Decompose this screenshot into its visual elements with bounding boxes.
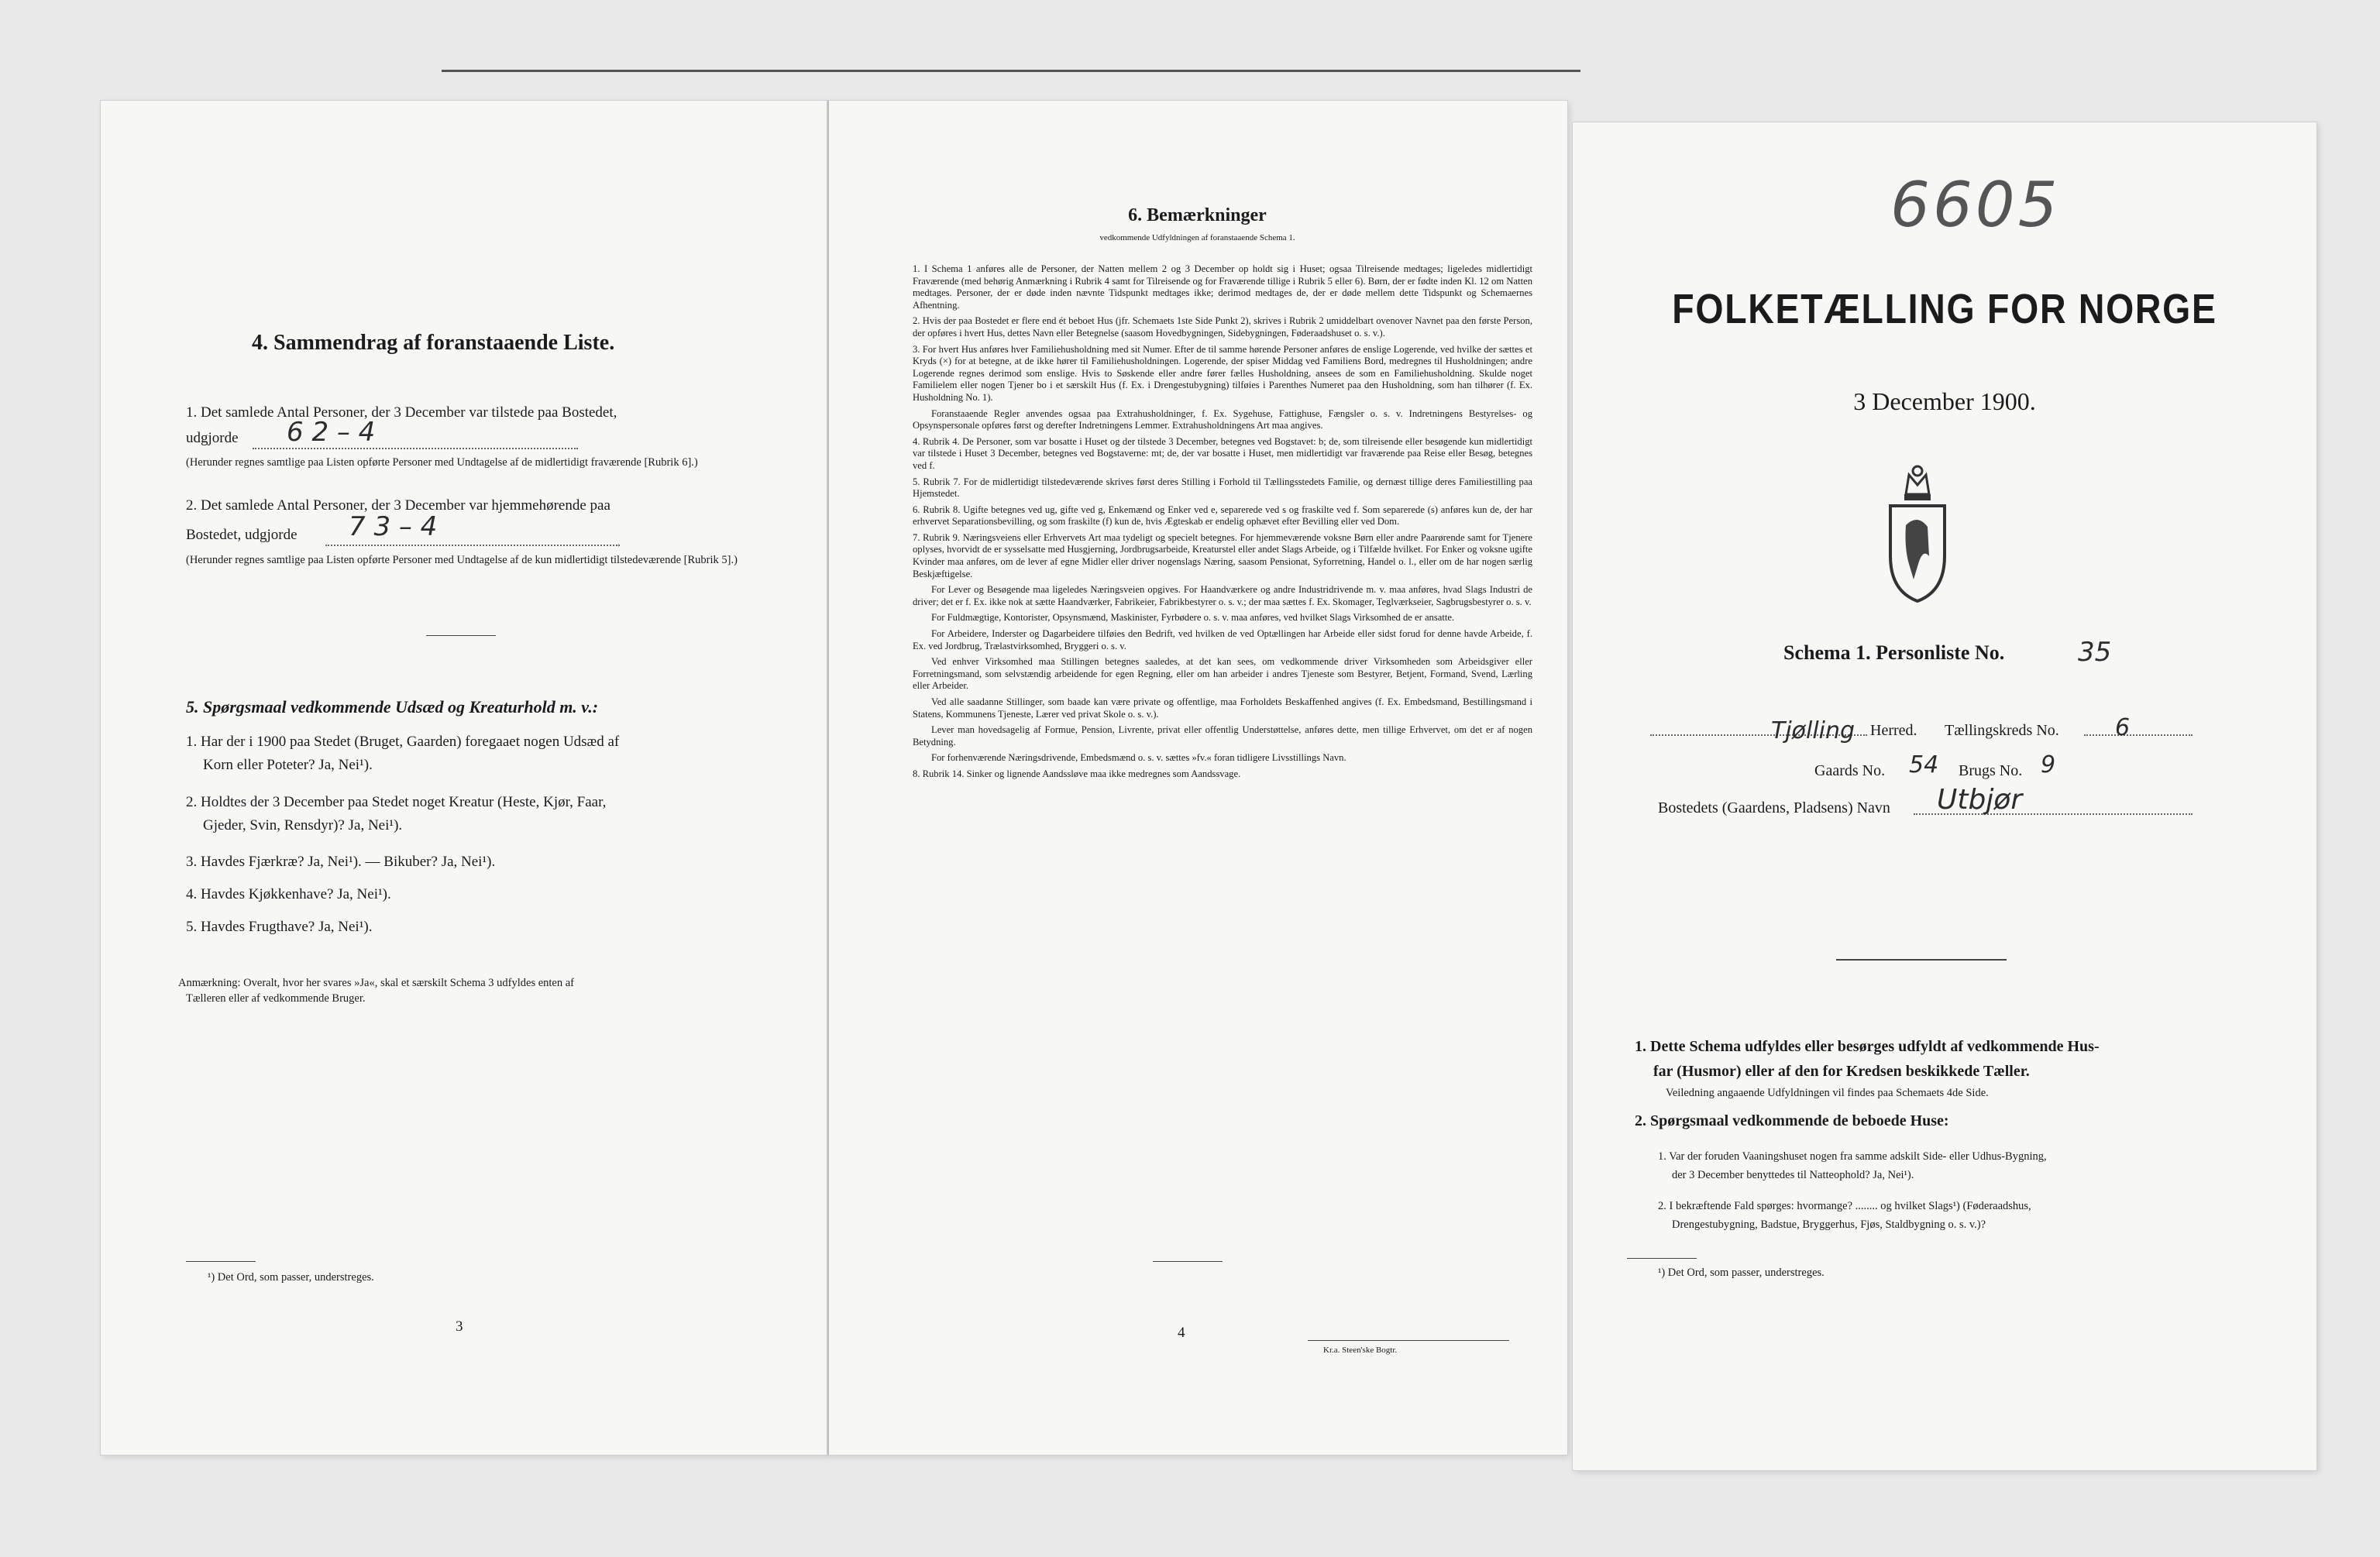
printer-imprint: Kr.a. Steen'ske Bogtr. [1323, 1346, 1398, 1355]
top-edge-line [442, 70, 1580, 72]
kreds-label: Tællingskreds No. [1945, 722, 2059, 739]
s5-q2-line2: Gjeder, Svin, Rensdyr)? Ja, Nei¹). [203, 817, 403, 833]
remark-item: Ved enhver Virksomhed maa Stillingen betegnes saaledes, at det kan sees, om vedkommende driver Virksomheden som Arbeidsgiver eller Forretningsmand, som selvstændig arbeidende for egen Regning, eller om han arbeider i andres Tjeneste som Bestyrer, Betjent, Formand, Svend, Lærling eller Arbeider. [913, 656, 1532, 692]
remark-item: 1. I Schema 1 anføres alle de Personer, der Natten mellem 2 og 3 December op holdt sig i Huset; ogsaa Tilreisende medtages; ligeledes midlertidigt Fraværende (med behørig Anmærkning i Rubrik 4 samt for Tilreisende og for Fraværende tillige i Rubrik 5 eller 6). Børn, der er fødte inden Kl. 12 om Natten medtages. Personer, der er døde inden nævnte Tidspunkt medtages ikke; derimod medtages de, der er døde mellem dette Tidspunkt og Schemaernes Afhentning. [913, 263, 1532, 311]
anmerkning-line2: Tælleren eller af vedkommende Bruger. [186, 992, 366, 1005]
bosted-value: Utbjør [1937, 784, 2023, 816]
q1-handwritten: 6 2 – 4 [287, 417, 376, 448]
instruction-2-q1-line1: 1. Var der foruden Vaaningshuset nogen fra samme adskilt Side- eller Udhus-Bygning, [1658, 1150, 2047, 1163]
anmerkning-line1: Anmærkning: Overalt, hvor her svares »Ja«, skal et særskilt Schema 3 udfyldes enten af [178, 977, 575, 989]
remark-item: 2. Hvis der paa Bostedet er flere end ét beboet Hus (jfr. Schemaets 1ste Side Punkt 2), skrives i Rubrik 2 umiddelbart ovenover Navnet paa den første Person, der opføres i hvert Hus, dettes Navn eller Betegnelse (saasom Hovedbygningen, Sidebygningen, Føderaadshuset o. s. v.). [913, 315, 1532, 339]
remark-item: 5. Rubrik 7. For de midlertidigt tilstedeværende skrives først deres Stilling i Forhold til Tællingsstedets Familie, og dernæst tillige deres Familiestilling paa Hjemstedet. [913, 476, 1532, 500]
footnote: ¹) Det Ord, som passer, understreges. [1658, 1267, 1825, 1279]
remarks-list [913, 263, 1532, 785]
instruction-1-line2: far (Husmor) eller af den for Kredsen beskikkede Tæller. [1653, 1063, 2030, 1080]
footnote: ¹) Det Ord, som passer, understreges. [208, 1271, 374, 1284]
s5-q3: 3. Havdes Fjærkræ? Ja, Nei¹). — Bikuber? Ja, Nei¹). [186, 854, 496, 870]
coat-of-arms-icon [1883, 463, 1952, 603]
brugs-label: Brugs No. [1959, 762, 2023, 779]
gaards-value: 54 [1909, 751, 1939, 778]
remark-item: 4. Rubrik 4. De Personer, som var bosatte i Huset og der tilstede 3 December, betegnes ved Bogstavet: b; de, som tilreisende eller besøgende kun midlertidigt var tilstede i Huset 3 December, betegnes ved Bogstaverne: mt; de, der var bosatte i Huset, men midlertidigt var fraværende paa Reise eller Besøg, betegnes ved f. [913, 435, 1532, 471]
section4-title: 4. Sammendrag af foranstaaende Liste. [252, 331, 615, 355]
brugs-value: 9 [2041, 751, 2056, 778]
instruction-2: 2. Spørgsmaal vedkommende de beboede Huse: [1635, 1112, 1949, 1129]
archive-number: 6605 [1890, 169, 2061, 241]
remark-item: For Lever og Besøgende maa ligeledes Næringsveien opgives. For Haandværkere og andre Industridrivende m. v. maa anføres, hvad Slags Industri de driver; det er f. Ex. ikke nok at sætte Haandværker, Fabrikeier, Fabrikbestyrer o. s. v.; der maa sættes f. Ex. Skomager, Teglværkseier, Sagbrugsbestyrer o. s. v. [913, 584, 1532, 607]
q1-note: (Herunder regnes samtlige paa Listen opførte Personer med Undtagelse af de midlertidigt fraværende [Rubrik 6].) [186, 456, 698, 469]
s5-q1-line2: Korn eller Poteter? Ja, Nei¹). [203, 757, 373, 773]
page-number: 4 [1178, 1325, 1185, 1341]
q1-answer-label: udgjorde [186, 430, 239, 446]
book-spine [827, 101, 829, 1455]
remark-item: 3. For hvert Hus anføres hver Familiehusholdning med sit Numer. Efter de til samme hørende Personer anføres de enslige Logerende, ved hvilke der sættes et Kryds (×) for at betegne, at de ikke hører til Familiehusholdningen. Logerende, der spiser Middag ved Familiens Bord, medregnes til Husholdningen; andre Logerende regnes derimod som enslige. Hvis to Søskende eller andre fører fælles Husholdning, ansees de som en Familiehusholdning. Skulde noget Familielem eller nogen Tjener bo i et særskilt Hus (f. Ex. i Drengestubygning) tilføies i Parenthes Numeret paa den Husholdning, som han tilhører (f. Ex. Husholdning No. 1). [913, 343, 1532, 403]
bosted-label: Bostedets (Gaardens, Pladsens) Navn [1658, 799, 1890, 816]
q1-text: 1. Det samlede Antal Personer, der 3 December var tilstede paa Bostedet, [186, 404, 617, 421]
s5-q1-line1: 1. Har der i 1900 paa Stedet (Bruget, Gaarden) foregaaet nogen Udsæd af [186, 734, 620, 750]
schema-number: 35 [2078, 637, 2112, 668]
left-page [101, 101, 827, 1455]
printer-rule [1308, 1340, 1509, 1341]
divider [426, 635, 496, 636]
gaards-label: Gaards No. [1814, 762, 1886, 779]
q2-answer-line [325, 545, 620, 546]
remark-item: For Arbeidere, Inderster og Dagarbeidere tilføies den Bedrift, ved hvilken de ved Optællingen har Arbeide eller sidst forud for denne havde Arbeide, f. Ex. ved Jordbrug, Trælastvirksomhed, Bryggeri o. s. v. [913, 628, 1532, 651]
q2-text: 2. Det samlede Antal Personer, der 3 December var hjemmehørende paa [186, 497, 610, 514]
s5-q5: 5. Havdes Frugthave? Ja, Nei¹). [186, 919, 373, 935]
instruction-2-q2-line2: Drengestubygning, Badstue, Bryggerhus, Fjøs, Staldbygning o. s. v.)? [1672, 1218, 1986, 1231]
instruction-2-q2-line1: 2. I bekræftende Fald spørges: hvormange? ........ og hvilket Slags¹) (Føderaadshus, [1658, 1200, 2031, 1212]
remark-item: Foranstaaende Regler anvendes ogsaa paa Extrahusholdninger, f. Ex. Sygehuse, Fattighuse, Fængsler o. s. v. Indretningens Bestyrelses- og Opsynspersonale opføres først og derefter Indretningens Lemmer. Extrahusholdningens Art maa angives. [913, 407, 1532, 431]
remark-item: For forhenværende Næringsdrivende, Embedsmænd o. s. v. sættes »fv.« foran tidligere Livsstillings Navn. [931, 752, 1346, 764]
s5-q2-line1: 2. Holdtes der 3 December paa Stedet noget Kreatur (Heste, Kjør, Faar, [186, 794, 607, 810]
instruction-1-line1: 1. Dette Schema udfyldes eller besørges udfyldt af vedkommende Hus- [1635, 1038, 2100, 1055]
section5-title: 5. Spørgsmaal vedkommende Udsæd og Kreaturhold m. v.: [186, 697, 599, 717]
ornament-divider [1836, 959, 2007, 961]
remark-item: 6. Rubrik 8. Ugifte betegnes ved ug, gifte ved g, Enkemænd og Enker ved e, separerede ved s og fraskilte ved f. Som separerede (s) anføres kun de, der har erhvervet Separationsbevilling, og som fraskilte (f) kun de, hvis Ægteskab er endelig ophævet efter Bevilling eller ved Dom. [913, 504, 1532, 528]
remarks-subtitle: vedkommende Udfyldningen af foranstaaende Schema 1. [1099, 233, 1295, 242]
q1-answer-line [253, 448, 578, 449]
remark-item: For Fuldmægtige, Kontorister, Opsynsmænd, Maskinister, Fyrbødere o. s. v. maa anføres, ved hvilket Slags Virksomhed de er ansatte. [931, 612, 1455, 624]
q2-note: (Herunder regnes samtlige paa Listen opførte Personer med Undtagelse af de kun midlertidigt tilstedeværende [Rubrik 5].) [186, 554, 738, 566]
schema-label: Schema 1. Personliste No. [1783, 641, 2005, 664]
q2-answer-label: Bostedet, udgjorde [186, 527, 298, 543]
middle-page [827, 101, 1567, 1455]
remarks-title: 6. Bemærkninger [1128, 205, 1267, 225]
remark-item: Ved alle saadanne Stillinger, som baade kan være private og offentlige, maa Forholdets Beskaffenhed angives (f. Ex. Embedsmand, Bestillingsmand i Statens, Kommunens Tjeneste, Lærer ved privat Skole o. s. v.). [913, 696, 1532, 720]
form-title: FOLKETÆLLING FOR NORGE [1672, 286, 2217, 332]
footnote-rule [186, 1261, 256, 1262]
divider [1153, 1261, 1223, 1262]
s5-q4: 4. Havdes Kjøkkenhave? Ja, Nei¹). [186, 886, 391, 902]
q2-handwritten: 7 3 – 4 [349, 511, 438, 542]
remark-item: Lever man hovedsagelig af Formue, Pension, Livrente, privat eller offentlig Understøttelse, anføres dette, men tillige Erhvervet, om det er af nogen Betydning. [913, 724, 1532, 748]
page-number: 3 [456, 1318, 463, 1335]
footnote-rule [1627, 1258, 1697, 1259]
kreds-value: 6 [2115, 714, 2131, 741]
instruction-1-note: Veiledning angaaende Udfyldningen vil findes paa Schemaets 4de Side. [1666, 1087, 1989, 1099]
herred-value: Tjølling [1771, 717, 1856, 744]
kreds-line [2084, 734, 2193, 736]
form-date: 3 December 1900. [1853, 387, 2036, 415]
herred-label: Herred. [1870, 722, 1917, 739]
instruction-2-q1-line2: der 3 December benyttedes til Natteophold? Ja, Nei¹). [1672, 1169, 1914, 1181]
remark-item: 7. Rubrik 9. Næringsveiens eller Erhvervets Art maa tydeligt og specielt betegnes. For hjemmeværende voksne Børn eller andre Paarørende samt for Tjenere oplyses, hvorvidt de er sysselsatte med Husgjerning, Jordbrugsarbeide, Kreaturstel eller andet Slags Arbeide, og i Tilfælde hvilket. For Enker og voksne ugifte Kvinder maa anføres, om de lever af egne Midler eller driver nogenslags Næring, saasom Pensionat, Syforretning, Handel o. l., eller om de har nogen særlig Beskjæftigelse. [913, 531, 1532, 579]
right-page [1573, 122, 2316, 1470]
remark-item: 8. Rubrik 14. Sinker og lignende Aandssløve maa ikke medregnes som Aandssvage. [913, 768, 1241, 779]
